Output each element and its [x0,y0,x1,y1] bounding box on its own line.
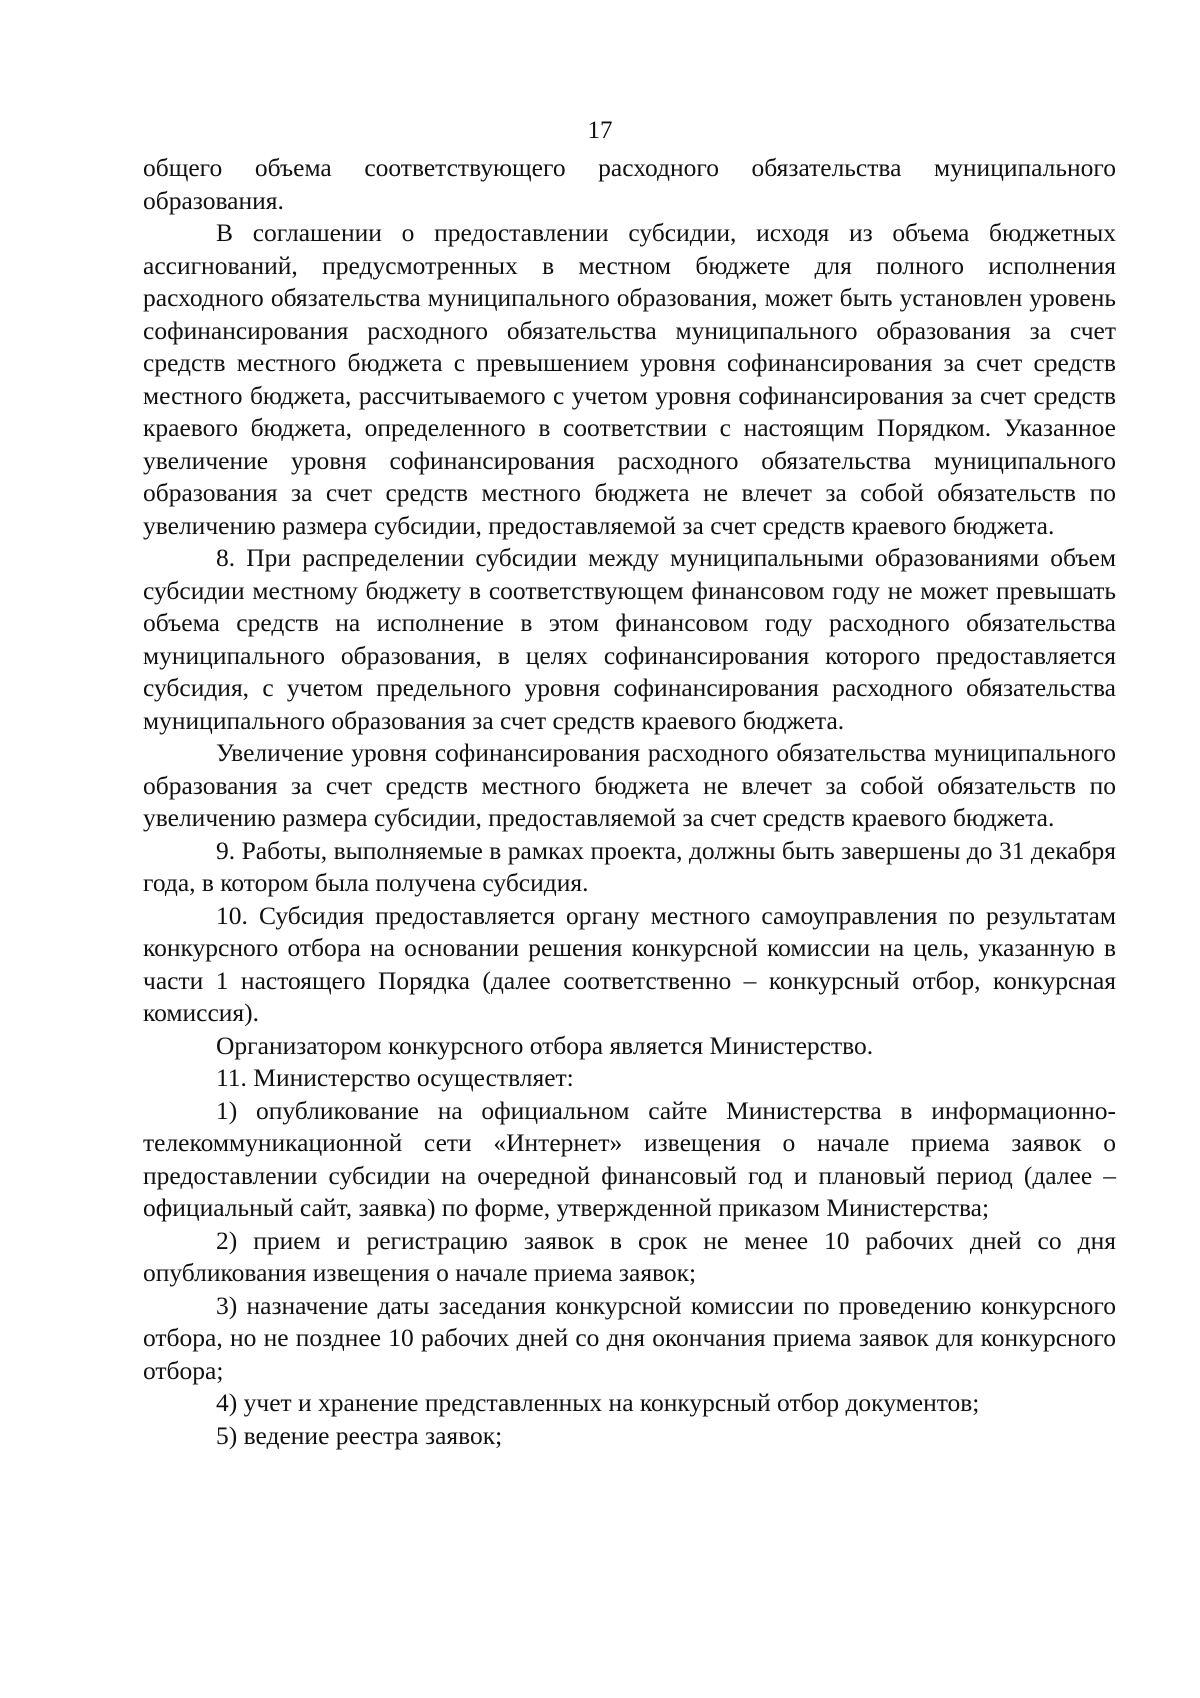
paragraph-item-10: 10. Субсидия предоставляется органу местного самоуправления по результатам конкурсного отбора на основании решения конкурсной комиссии на цель, указанную в части 1 настоящего Порядка (далее соответственно – конкурсный отбор, конкурсная комиссия). [143,900,1116,1027]
page-number: 17 [587,117,613,144]
paragraph-continuation: общего объема соответствующего расходного обязательства муниципального образования. [143,153,1116,215]
list-item-2: 2) прием и регистрацию заявок в срок не менее 10 рабочих дней со дня опубликования извещения о начале приема заявок; [143,1225,1116,1287]
list-item-4: 4) учет и хранение представленных на конкурсный отбор документов; [216,1388,980,1417]
paragraph-organizer: Организатором конкурсного отбора является Министерство. [216,1030,874,1060]
paragraph-item-9: 9. Работы, выполняемые в рамках проекта, должны быть завершены до 31 декабря года, в котором была получена субсидия. [143,835,1116,897]
list-item-5: 5) ведение реестра заявок; [216,1420,503,1450]
list-item-1: 1) опубликование на официальном сайте Министерства в информационно-телекоммуникационной сети «Интернет» извещения о начале приема заявок о предоставлении субсидии на очередной финансовый год и плановый период (далее – официальный сайт, заявка) по форме, утвержденной приказом Министерства; [143,1095,1116,1222]
paragraph-cofinancing-increase: Увеличение уровня софинансирования расходного обязательства муниципального образования за счет средств местного бюджета не влечет за собой обязательств по увеличению размера субсидии, предоставляемой за счет средств краевого бюджета. [143,738,1116,832]
list-item-3: 3) назначение даты заседания конкурсной комиссии по проведению конкурсного отбора, но не позднее 10 рабочих дней со дня окончания приема заявок для конкурсного отбора; [143,1290,1116,1385]
document-body [143,152,1116,1452]
paragraph-cofinancing-agreement: В соглашении о предоставлении субсидии, исходя из объема бюджетных ассигнований, предусмотренных в местном бюджете для полного исполнения расходного обязательства муниципального образования, может быть установлен уровень софинансирования расходного обязательства муниципального образования за счет средств местного бюджета с превышением уровня софинансирования за счет средств местного бюджета, рассчитываемого с учетом уровня софинансирования за счет средств краевого бюджета, определенного в соответствии с настоящим Порядком. Указанное увеличение уровня софинансирования расходного обязательства муниципального образования за счет средств местного бюджета не влечет за собой обязательств по увеличению размера субсидии, предоставляемой за счет средств краевого бюджета. [143,218,1116,540]
paragraph-item-8: 8. При распределении субсидии между муниципальными образованиями объем субсидии местному бюджету в соответствующем финансовом году не может превышать объема средств на исполнение в этом финансовом году расходного обязательства муниципального образования, в целях софинансирования которого предоставляется субсидия, с учетом предельного уровня софинансирования расходного обязательства муниципального образования за счет средств краевого бюджета. [143,543,1116,735]
paragraph-item-11: 11. Министерство осуществляет: [216,1063,574,1092]
